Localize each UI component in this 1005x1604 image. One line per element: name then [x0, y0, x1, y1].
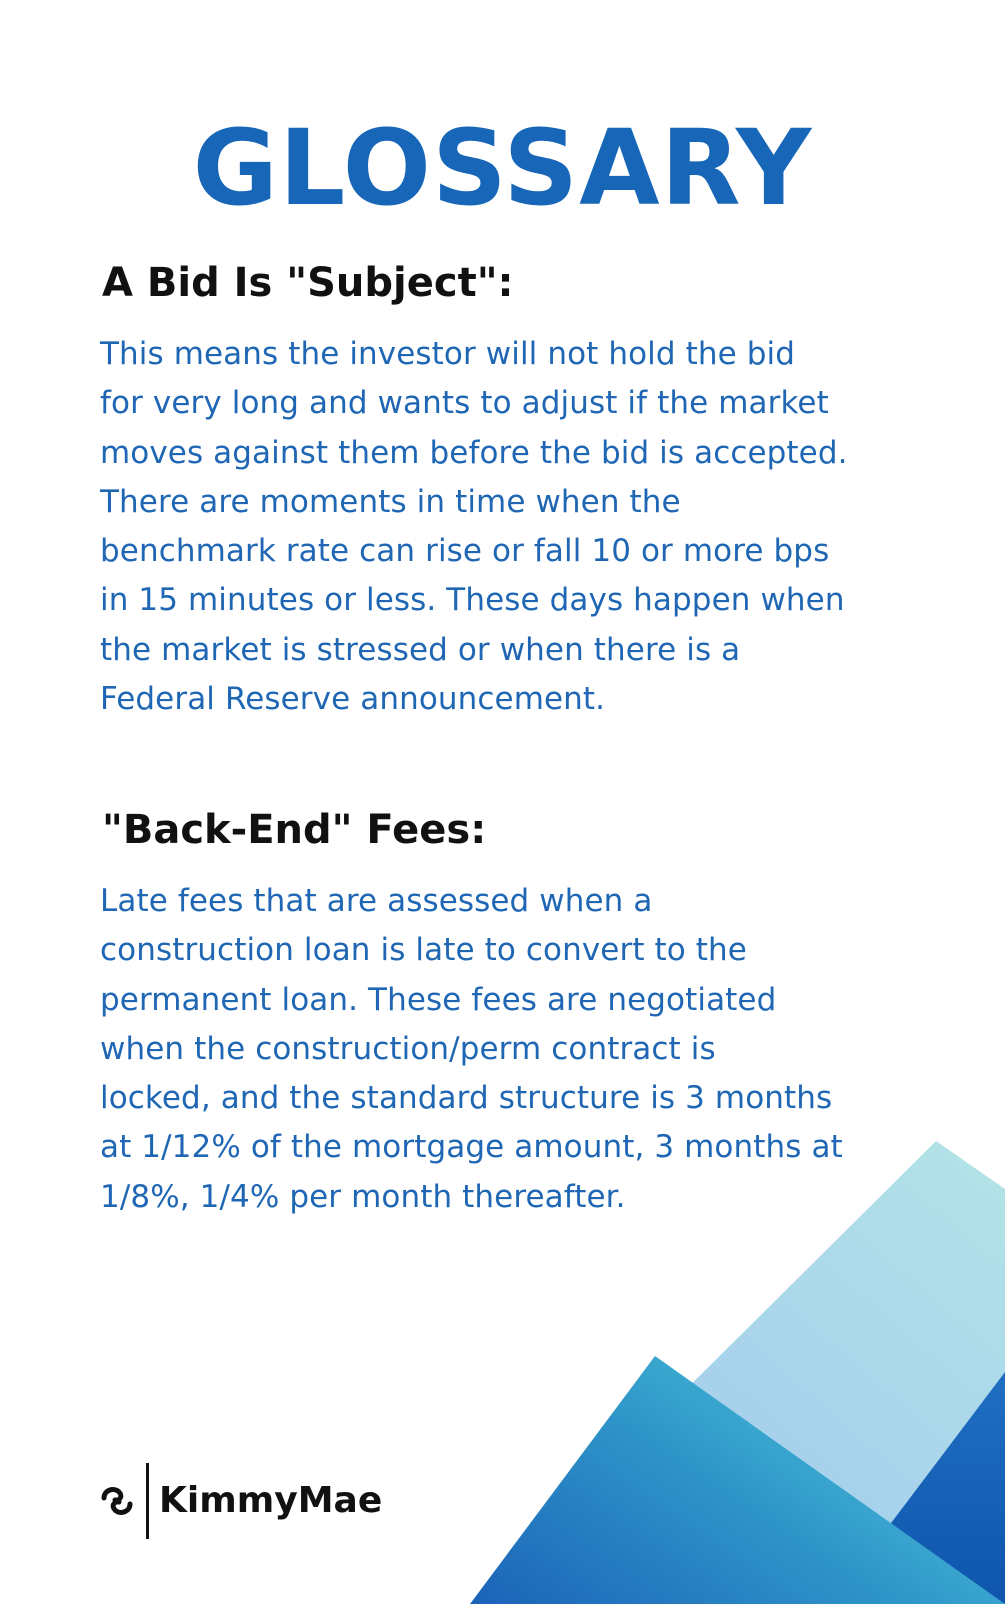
- definition-line: This means the investor will not hold the bid: [100, 336, 796, 372]
- definition-line: in 15 minutes or less. These days happen when: [100, 582, 845, 619]
- definition-line: Federal Reserve announcement.: [100, 681, 606, 718]
- glossary-term-back-end-fees: "Back-End" Fees:: [102, 807, 487, 853]
- brand-name: KimmyMae: [159, 1480, 383, 1521]
- definition-line: the market is stressed or when there is a: [100, 631, 741, 668]
- kimmymae-swirl-icon: [100, 1484, 134, 1518]
- definition-line: at 1/12% of the mortgage amount, 3 months at: [100, 1129, 843, 1166]
- definition-line: moves against them before the bid is accepted.: [100, 434, 848, 471]
- definition-line: permanent loan. These fees are negotiated: [100, 981, 777, 1018]
- definition-line: Late fees that are assessed when a: [100, 883, 653, 919]
- logo-divider: [146, 1463, 149, 1539]
- definition-line: There are moments in time when the: [100, 483, 681, 520]
- definition-line: locked, and the standard structure is 3 months: [100, 1080, 833, 1117]
- definition-line: for very long and wants to adjust if the market: [100, 385, 829, 422]
- definition-line: benchmark rate can rise or fall 10 or more bps: [100, 533, 830, 570]
- page-title: GLOSSARY: [192, 107, 813, 229]
- definition-line: when the construction/perm contract is: [100, 1030, 716, 1067]
- definition-line: 1/8%, 1/4% per month thereafter.: [100, 1178, 626, 1215]
- definition-line: construction loan is late to convert to the: [100, 932, 747, 969]
- glossary-term-subject-bid: A Bid Is "Subject":: [102, 260, 514, 306]
- brand-logo: [100, 1463, 382, 1539]
